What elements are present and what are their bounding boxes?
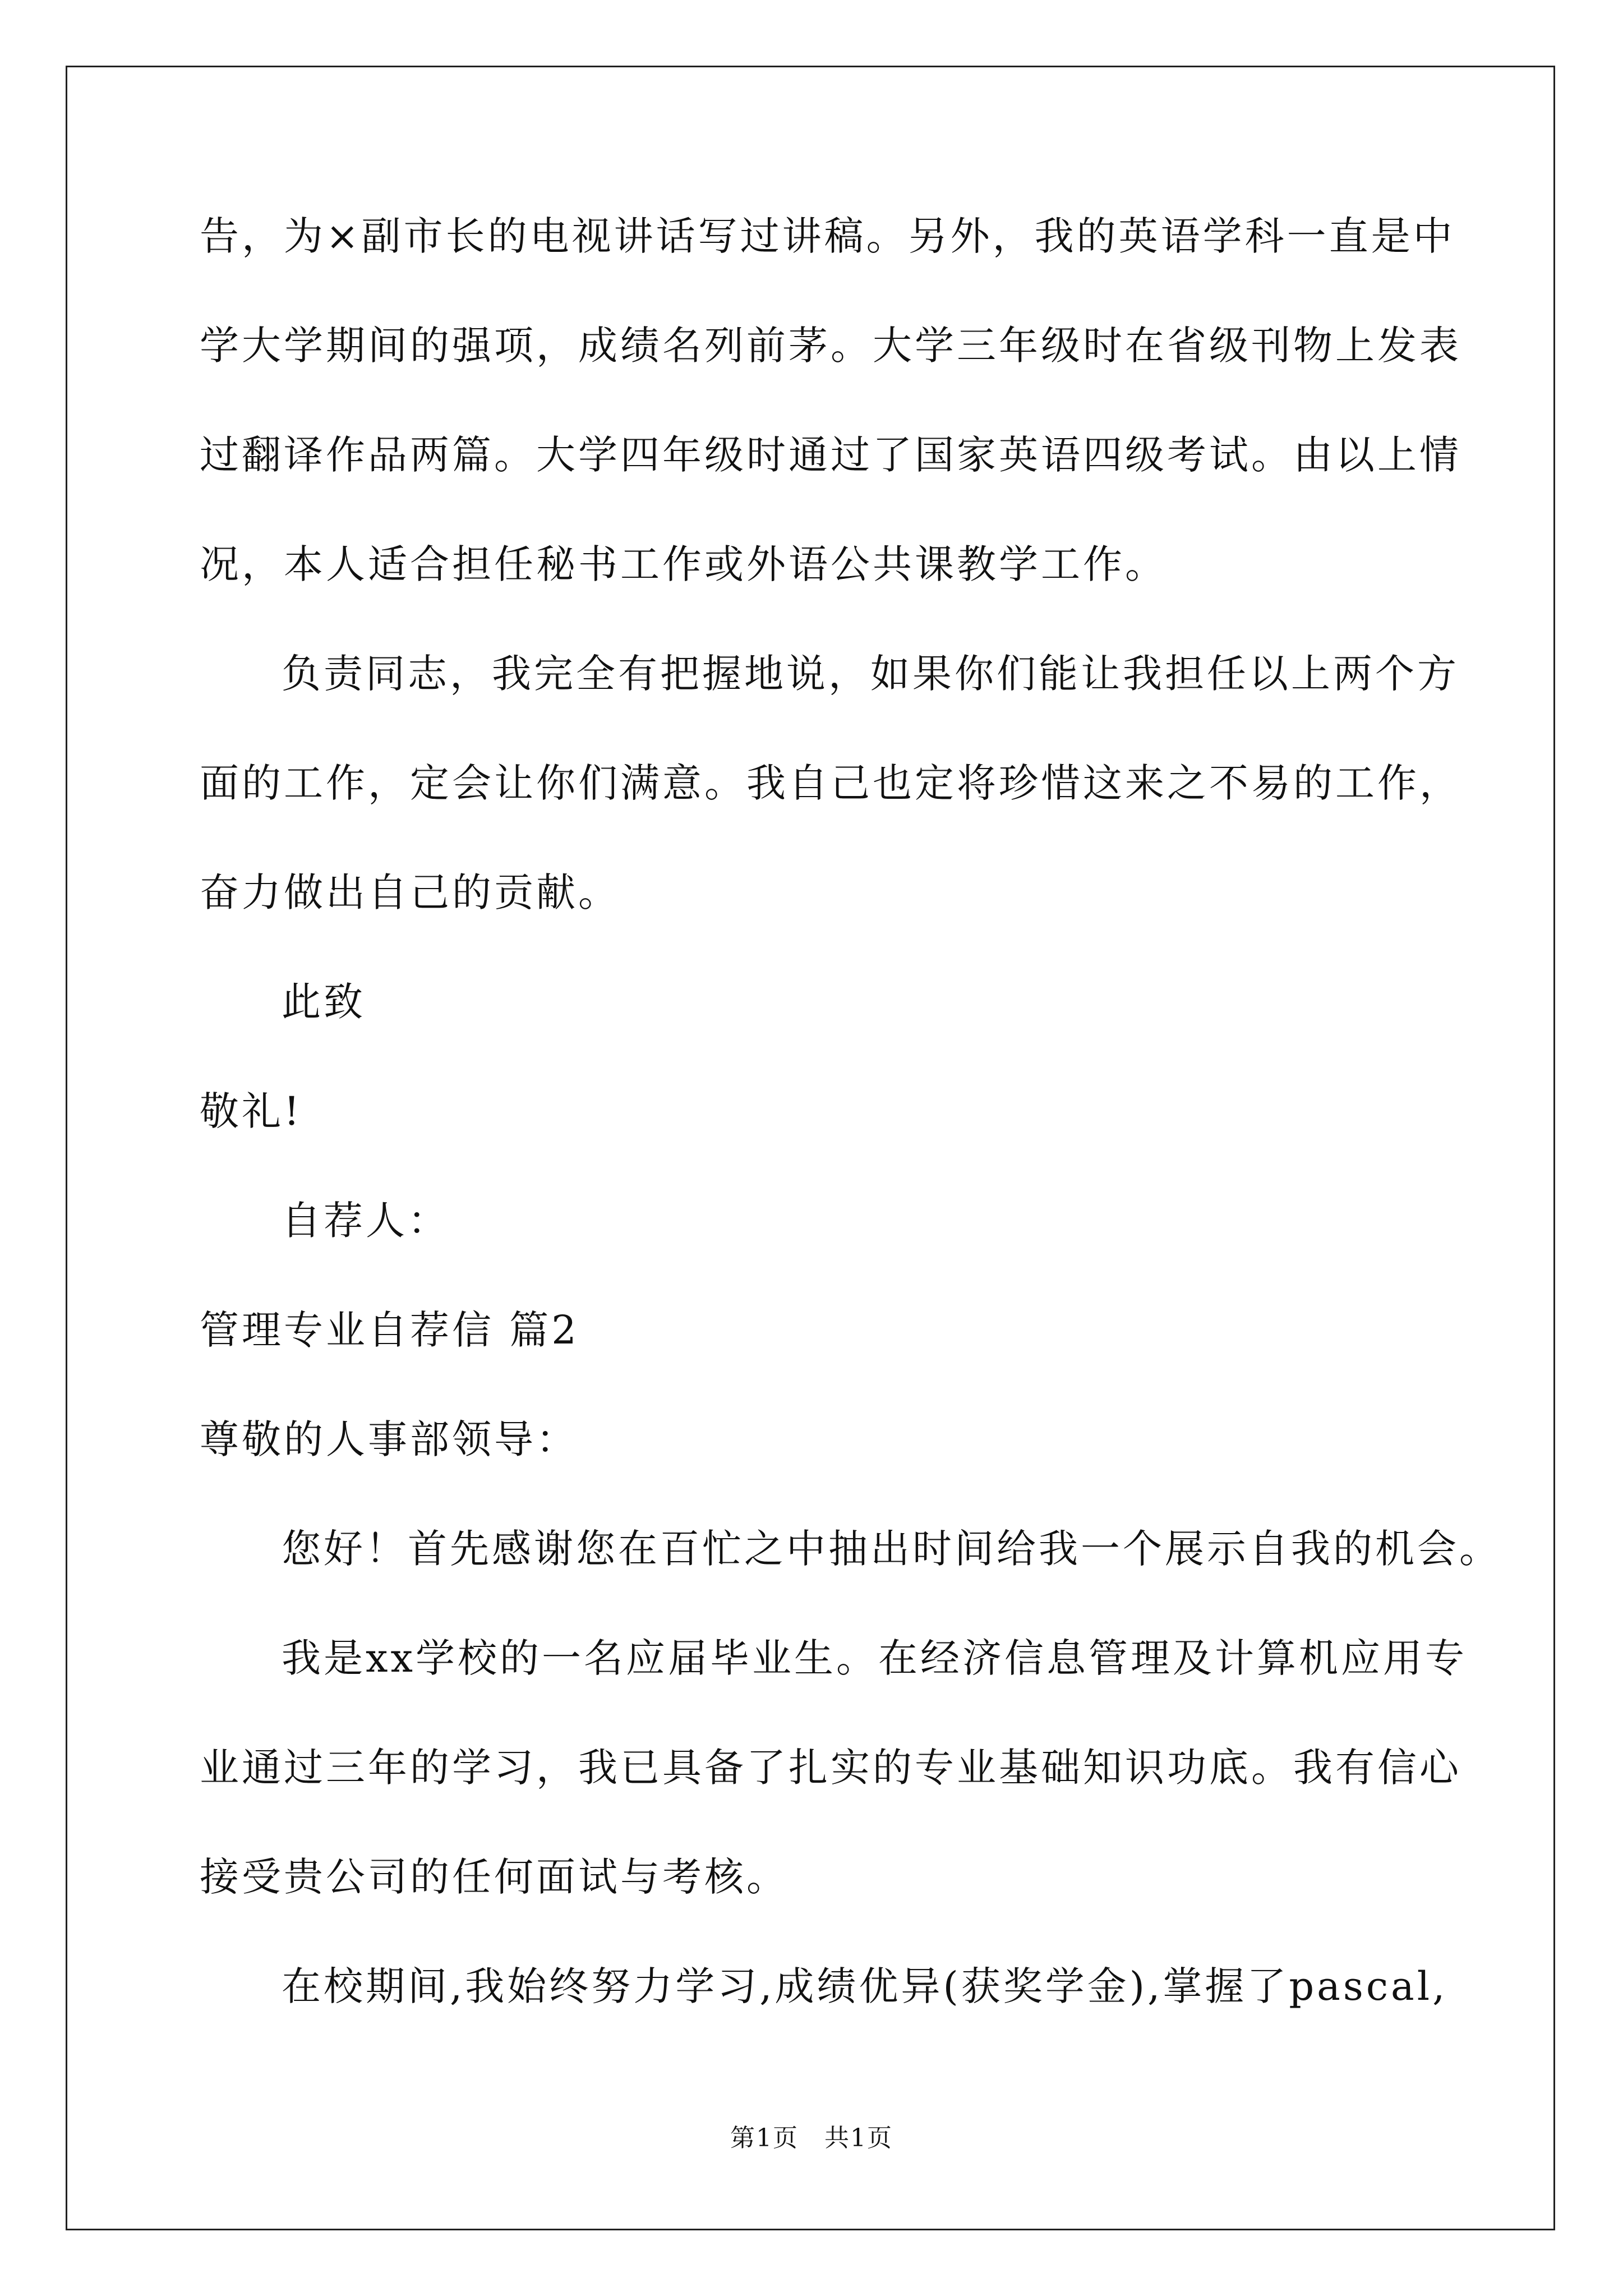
page-border <box>66 66 1555 2230</box>
text-line: 况，本人适合担任秘书工作或外语公共课教学工作。 <box>200 541 1167 587</box>
salutation-line: 敬礼! <box>200 1088 303 1134</box>
section-heading: 管理专业自荐信 篇2 <box>200 1307 579 1353</box>
text-line: 接受贵公司的任何面试与考核。 <box>200 1854 789 1900</box>
text-line: 奋力做出自己的贡献。 <box>200 869 620 915</box>
text-line: 过翻译作品两篇。大学四年级时通过了国家英语四级考试。由以上情 <box>200 432 1461 478</box>
paragraph-start-line: 负责同志，我完全有把握地说，如果你们能让我担任以上两个方 <box>282 651 1459 697</box>
text-line: 告，为×副市长的电视讲话写过讲稿。另外，我的英语学科一直是中 <box>200 213 1455 259</box>
text-line: 学大学期间的强项，成绩名列前茅。大学三年级时在省级刊物上发表 <box>200 323 1461 369</box>
page-footer: 第1页 共1页 <box>730 2124 893 2152</box>
text-line: 面的工作，定会让你们满意。我自己也定将珍惜这来之不易的工作， <box>200 760 1461 806</box>
closing-phrase: 此致 <box>282 979 366 1025</box>
greeting-line: 尊敬的人事部领导： <box>200 1416 578 1462</box>
paragraph-start-line: 我是xx学校的一名应届毕业生。在经济信息管理及计算机应用专 <box>282 1635 1467 1681</box>
paragraph-start-line: 您好！首先感谢您在百忙之中抽出时间给我一个展示自我的机会。 <box>282 1526 1501 1572</box>
text-line: 业通过三年的学习，我已具备了扎实的专业基础知识功底。我有信心 <box>200 1745 1461 1791</box>
paragraph-start-line: 在校期间,我始终努力学习,成绩优异(获奖学金),掌握了pascal, <box>282 1963 1448 2009</box>
signature-line: 自荐人： <box>282 1198 450 1244</box>
